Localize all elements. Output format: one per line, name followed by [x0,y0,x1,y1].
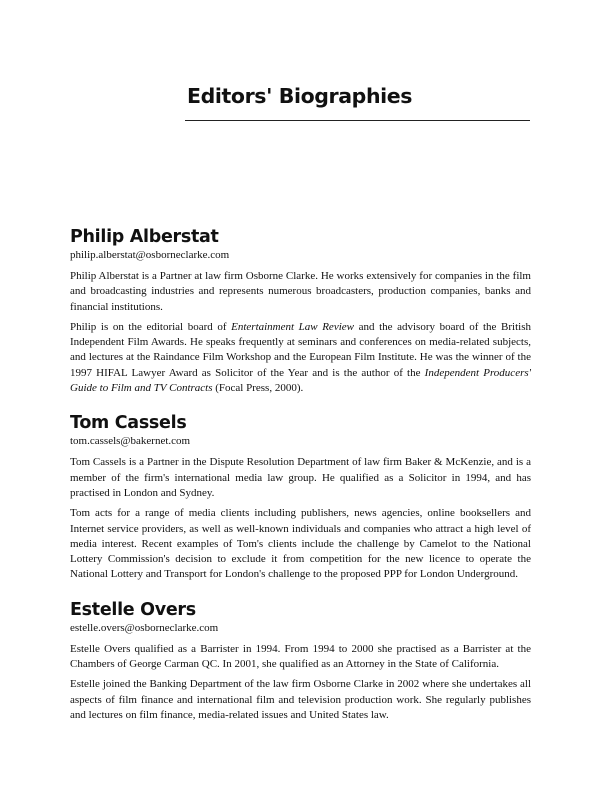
bio-paragraph: Philip Alberstat is a Partner at law firm Osborne Clarke. He works extensively for companies in the film and broadcasting industries and represents numerous broadcasters, production companies, banks and financial institutions. [70,270,531,313]
page-title: Editors' Biographies [187,84,413,108]
bio-paragraph: Tom Cassels is a Partner in the Dispute Resolution Department of law firm Baker & McKenzie, and is a member of the firm's international media law group. He qualified as a Solicitor in 1994, and has practised in London and Sydney. [70,456,531,499]
book-title: Independent Producers' Guide to Film and TV Contracts [70,366,531,395]
bio-paragraph [70,320,531,396]
bio-name: Tom Cassels [70,413,187,434]
text-run: (Focal Press, 2000). [212,382,304,395]
bio-estelle-overs [70,599,531,723]
bio-email: philip.alberstat@osborneclarke.com [70,249,230,261]
text-run: and the advisory board of the British Independent Film Awards. He speaks frequently at seminars and conferences on media-related subjects, and lectures at the Raindance Film Workshop and the European Film Institute. He was the winner of the 1997 HIFAL Lawyer Award as Solicitor of the Year and is the author of the [70,320,531,379]
bio-name: Estelle Overs [70,599,196,620]
biographies [70,226,531,728]
text-run: Philip is on the editorial board of [70,320,232,333]
bio-philip-alberstat [70,226,531,396]
bio-tom-cassels [70,412,531,582]
bio-paragraph: Estelle joined the Banking Department of the law firm Osborne Clarke in 2002 where she undertakes all aspects of film finance and international film and television production work. She regularly publishes and lectures on film finance, media-related issues and United States law. [70,678,531,721]
publication-title: Entertainment Law Review [231,320,354,333]
bio-name: Philip Alberstat [70,227,219,247]
bio-paragraph: Estelle Overs qualified as a Barrister in 1994. From 1994 to 2000 she practised as a Barrister at the Chambers of George Carman QC. In 2001, she qualified as an Attorney in the State of California. [70,642,531,671]
bio-email: estelle.overs@osborneclarke.com [70,621,219,634]
title-rule [185,120,530,121]
bio-email: tom.cassels@bakernet.com [70,435,191,448]
bio-paragraph: Tom acts for a range of media clients including publishers, news agencies, online booksellers and Internet service providers, as well as well-known individuals and companies who attract a high level of media interest. Recent examples of Tom's clients include the challenge by Camelot to the National Lottery Commission's decision to exclude it from competition for the new licence to operate the National Lottery and Transport for London's challenge to the proposed PPP for London Underground. [70,507,531,581]
